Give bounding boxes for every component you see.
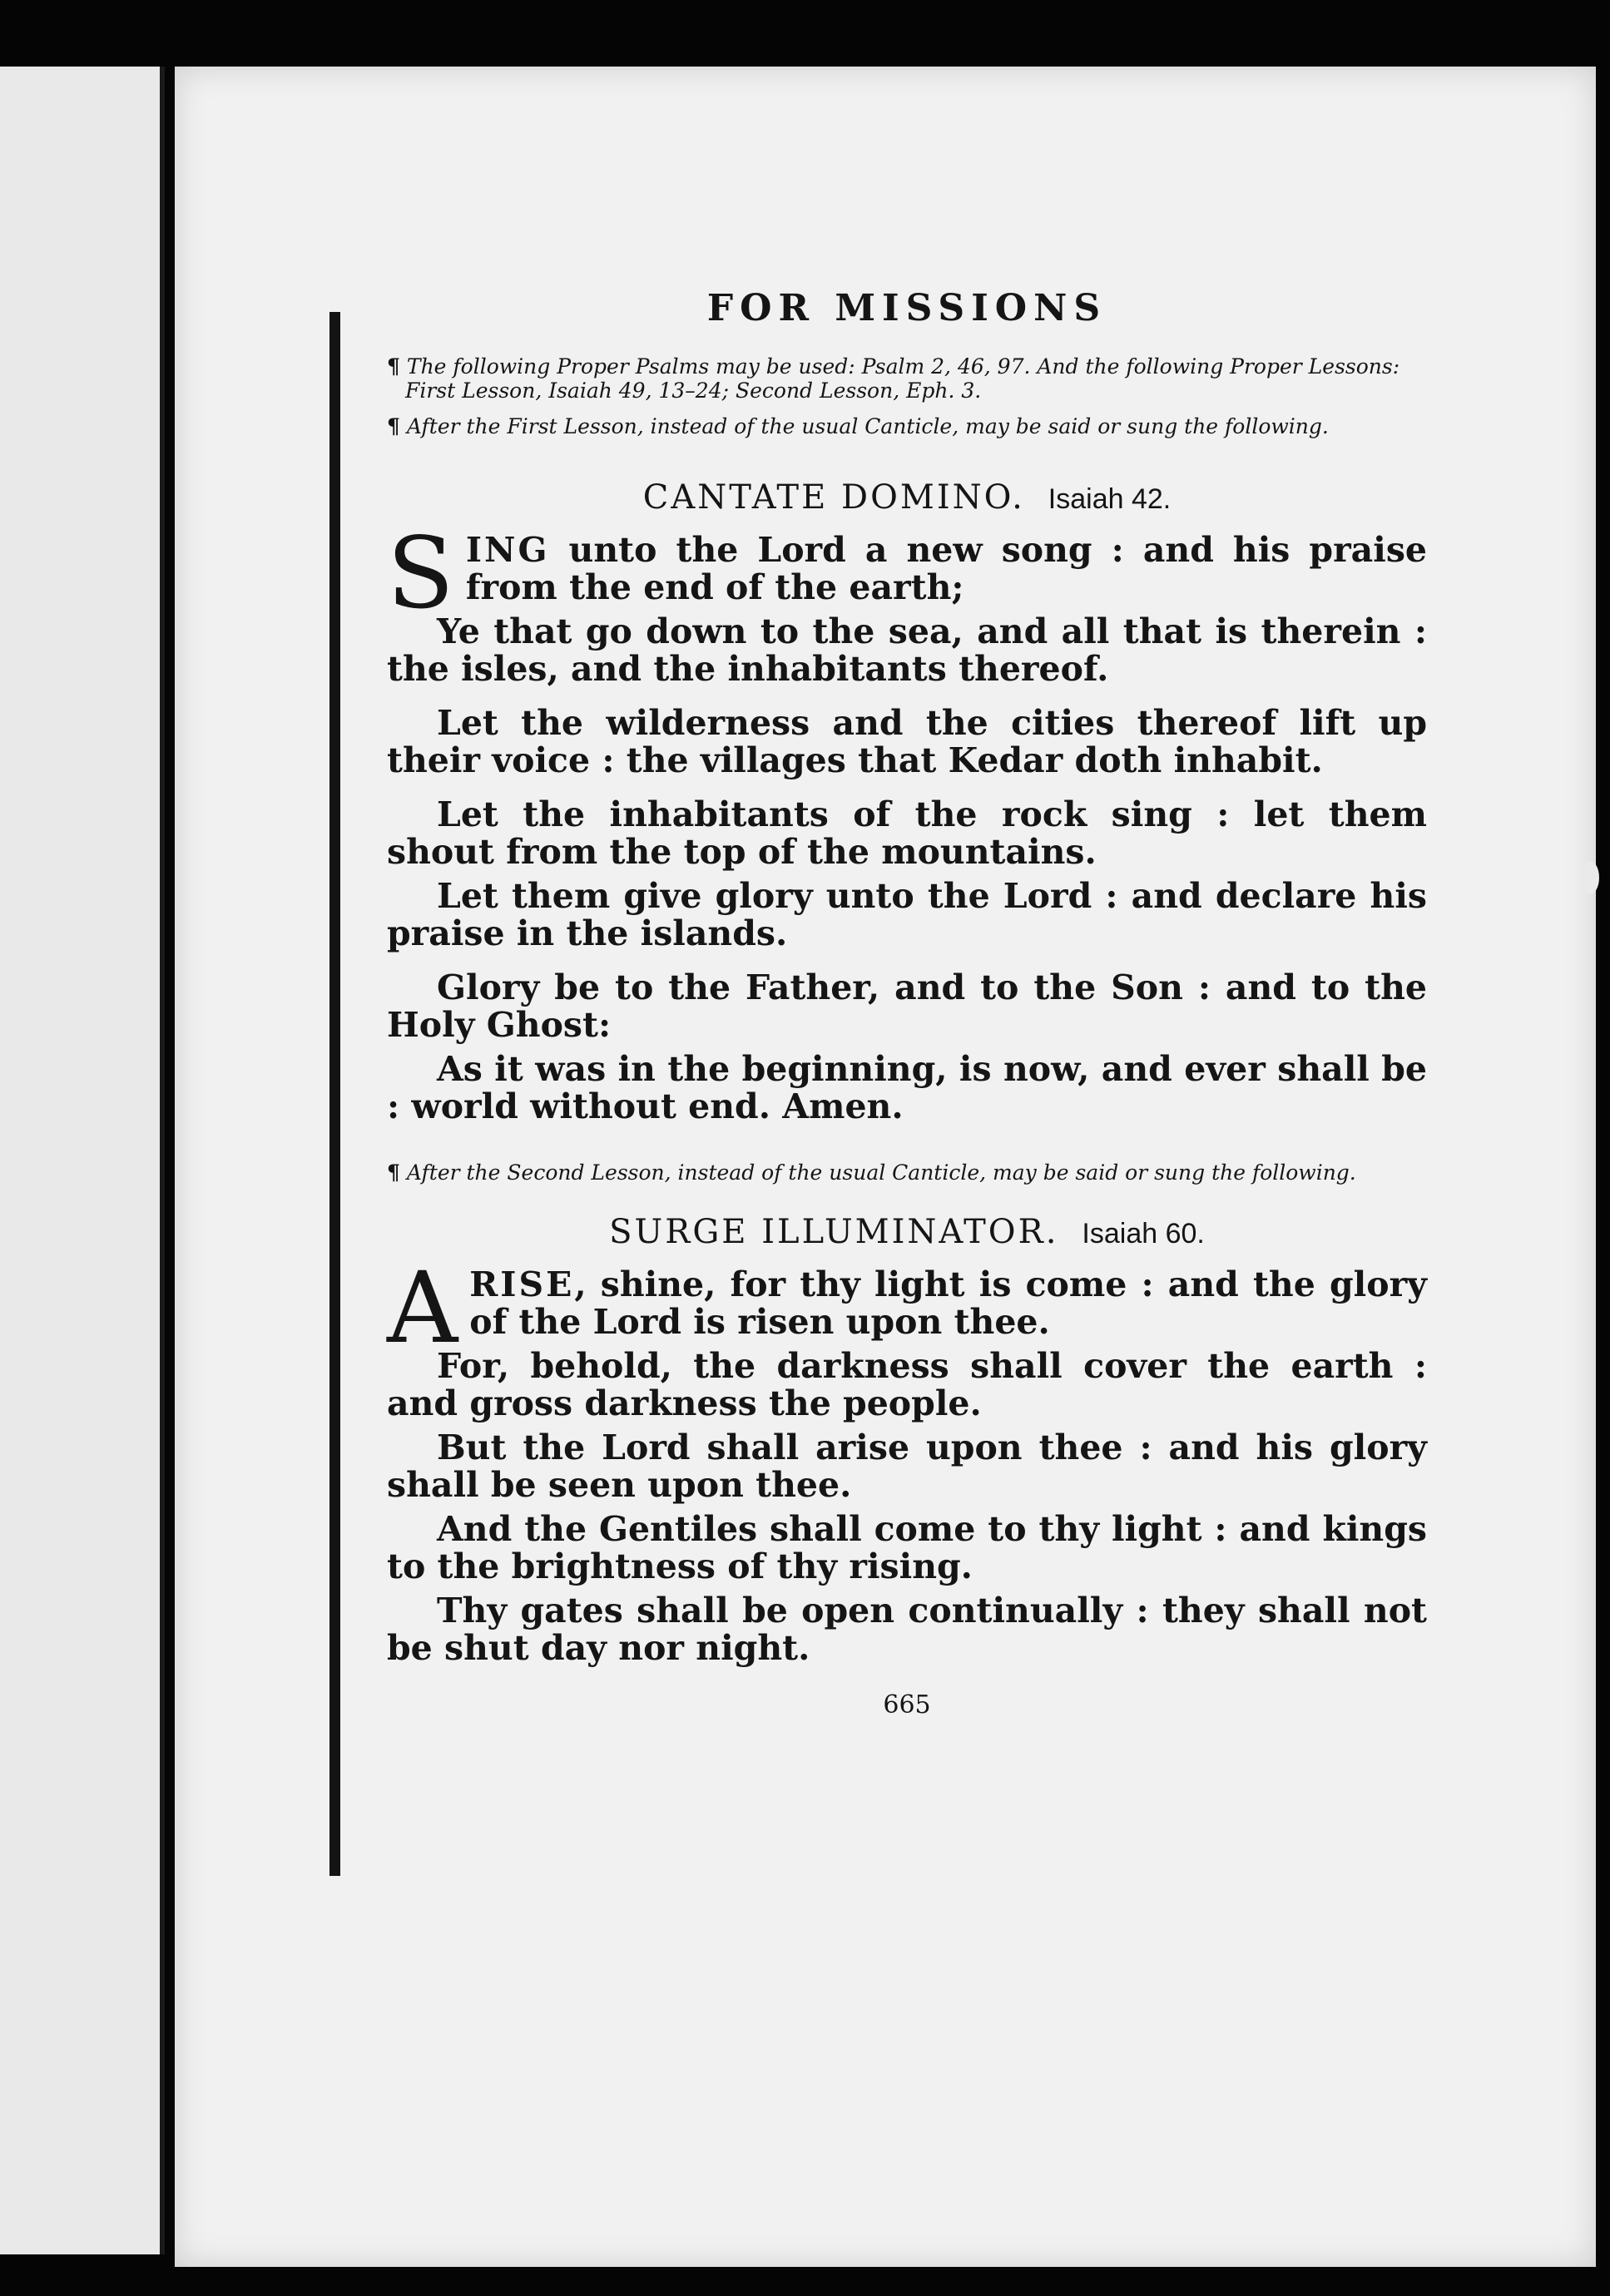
verse: Thy gates shall be open continually : they shall not be shut day nor night.	[387, 1591, 1427, 1668]
verse-text: , shine, for thy light is come : and the glory of the Lord is risen upon thee.	[469, 1264, 1427, 1342]
verse: Let them give glory unto the Lord : and declare his praise in the islands.	[387, 876, 1427, 953]
rubric-after-first-lesson	[387, 414, 1427, 438]
page-content	[387, 287, 1427, 1720]
left-page-edge	[0, 67, 165, 2254]
rubric-text: After the Second Lesson, instead of the usual Canticle, may be said or sung the following.	[406, 1160, 1356, 1185]
canticle-name: SURGE ILLUMINATOR.	[609, 1213, 1059, 1251]
canticle-reference: Isaiah 42.	[1048, 483, 1172, 515]
rubric-text: After the First Lesson, instead of the usual Canticle, may be said or sung the following.	[406, 414, 1329, 438]
verse: For, behold, the darkness shall cover the earth : and gross darkness the people.	[387, 1346, 1427, 1423]
book-page	[175, 67, 1596, 2267]
drop-cap: A	[387, 1250, 458, 1365]
verse: And the Gentiles shall come to thy light : and kings to the brightness of thy rising.	[387, 1509, 1427, 1586]
verse: Glory be to the Father, and to the Son : and to the Holy Ghost:	[387, 967, 1427, 1045]
pilcrow-mark: ¶	[387, 354, 400, 379]
verse: As it was in the beginning, is now, and ever shall be : world without end. Amen.	[387, 1049, 1427, 1126]
canticle-title-surge	[387, 1213, 1427, 1251]
running-head: FOR MISSIONS	[706, 287, 1107, 329]
rubric-after-second-lesson	[387, 1160, 1427, 1185]
canticle-reference: Isaiah 60.	[1082, 1218, 1205, 1249]
page-speck	[1581, 861, 1599, 894]
verse: But the Lord shall arise upon thee : and his glory shall be seen upon thee.	[387, 1428, 1427, 1505]
verse: Ye that go down to the sea, and all that is therein : the isles, and the inhabitants thereof.	[387, 611, 1427, 689]
verse-first	[387, 1250, 1427, 1365]
verse: Let the inhabitants of the rock sing : let them shout from the top of the mountains.	[387, 794, 1427, 872]
rubric-proper-lessons	[387, 354, 1427, 403]
rubric-text: The following Proper Psalms may be used: Psalm 2, 46, 97. And the following Proper Lessons: First Lesson, Isaiah 49, 13–24; Second Lesson, Eph. 3.	[405, 354, 1400, 403]
canticle-title-cantate	[387, 478, 1427, 517]
margin-rule	[329, 312, 340, 1876]
verse-caps: RISE	[469, 1264, 575, 1304]
pilcrow-mark: ¶	[387, 414, 400, 438]
verse-caps: ING	[465, 530, 550, 570]
verse-first	[387, 516, 1427, 631]
canticle-name: CANTATE DOMINO.	[642, 478, 1025, 517]
verse: Let the wilderness and the cities thereof lift up their voice : the villages that Kedar doth inhabit.	[387, 703, 1427, 780]
page-number: 665	[883, 1690, 931, 1720]
verse-text: unto the Lord a new song : and his praise from the end of the earth;	[465, 530, 1427, 607]
drop-cap: S	[387, 516, 454, 631]
pilcrow-mark: ¶	[387, 1160, 400, 1185]
